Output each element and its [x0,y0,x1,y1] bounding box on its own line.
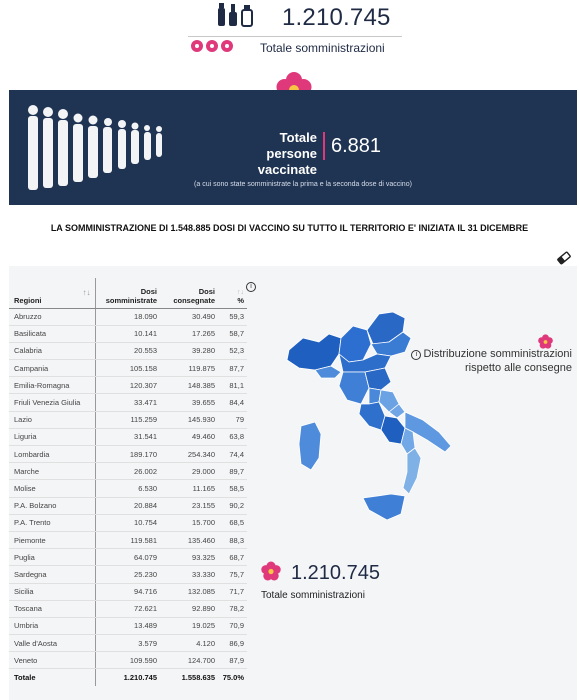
administered-cell: 10.141 [95,325,161,342]
percent-cell: 90,2 [219,497,247,514]
total-delivered-cell: 1.558.635 [161,669,219,686]
percent-cell: 71,7 [219,583,247,600]
table-row [9,308,247,325]
administered-cell: 72.621 [95,600,161,617]
delivered-cell: 29.000 [161,463,219,480]
administered-cell: 25.230 [95,566,161,583]
table-row [9,325,247,342]
region-cell: Valle d'Aosta [9,635,95,652]
percent-cell: 52,3 [219,342,247,359]
map-region-marche [365,368,391,390]
delivered-cell: 23.155 [161,497,219,514]
table-row [9,497,247,514]
percent-cell: 75,7 [219,566,247,583]
administered-cell: 20.884 [95,497,161,514]
delivered-cell: 92.890 [161,600,219,617]
administered-cell: 64.079 [95,549,161,566]
header-region-label: Regioni [14,295,42,305]
table-row [9,394,247,411]
region-cell: Sardegna [9,566,95,583]
percent-cell: 59,3 [219,308,247,325]
table-row [9,480,247,497]
column-header-percent[interactable] [219,278,247,308]
delivered-cell: 15.700 [161,514,219,531]
vaccinated-people-label [209,130,317,178]
delivered-cell: 49.460 [161,428,219,445]
headline: LA SOMMINISTRAZIONE DI 1.548.885 DOSI DI VACCINO SU TUTTO IL TERRITORIO E' INIZIATA IL 31 DICEMBRE [50,223,529,233]
table-row [9,617,247,634]
region-cell: Lazio [9,411,95,428]
region-cell: Abruzzo [9,308,95,325]
total-region-cell: Totale [9,669,95,686]
table-row [9,549,247,566]
region-cell: Lombardia [9,446,95,463]
delivered-cell: 17.265 [161,325,219,342]
administered-cell: 105.158 [95,360,161,377]
delivered-cell: 39.655 [161,394,219,411]
table-row [9,531,247,548]
map-region-north-west [287,334,341,370]
percent-cell: 87,9 [219,652,247,669]
delivered-cell: 148.385 [161,377,219,394]
table-row [9,566,247,583]
table-row [9,411,247,428]
italy-map[interactable] [281,308,461,530]
column-header-region[interactable] [9,278,95,308]
map-region-lazio [359,402,385,430]
region-cell: Emilia-Romagna [9,377,95,394]
administered-cell: 120.307 [95,377,161,394]
delivered-cell: 11.165 [161,480,219,497]
label-line-1: Totale [279,130,317,145]
label-line-2: persone vaccinate [257,146,317,177]
eraser-icon[interactable] [556,250,572,266]
map-region-tuscany [339,372,369,404]
total-administrations-value: 1.210.745 [282,4,391,31]
delivered-cell: 119.875 [161,360,219,377]
total-administrations-label: Totale somministrazioni [260,41,385,55]
table-row [9,652,247,669]
table-body [9,308,247,686]
table-row [9,583,247,600]
bottom-total-value: 1.210.745 [291,562,380,584]
total-percent-cell: 75.0% [219,669,247,686]
region-cell: P.A. Bolzano [9,497,95,514]
map-region-calabria [403,448,421,494]
percent-cell: 79 [219,411,247,428]
table-total-row [9,669,247,686]
administered-cell: 18.090 [95,308,161,325]
table-row [9,360,247,377]
column-header-administered[interactable] [95,278,161,308]
percent-cell: 70,9 [219,617,247,634]
percent-cell: 74,4 [219,446,247,463]
region-cell: Puglia [9,549,95,566]
header-administered-line1: Dosi [140,286,157,296]
accent-separator [323,132,325,160]
sort-icon[interactable]: ↑↓ [82,288,91,297]
vaccinated-people-note: (a cui sono state somministrate la prima e la seconda dose di vaccino) [194,181,412,188]
total-administered-cell: 1.210.745 [95,669,161,686]
administered-cell: 109.590 [95,652,161,669]
administered-cell: 119.581 [95,531,161,548]
percent-cell: 87,7 [219,360,247,377]
percent-cell: 63,8 [219,428,247,445]
delivered-cell: 135.460 [161,531,219,548]
table-row [9,377,247,394]
delivered-cell: 145.930 [161,411,219,428]
map-region-campania [381,416,405,444]
region-cell: Marche [9,463,95,480]
region-cell: P.A. Trento [9,514,95,531]
sort-icon[interactable]: ↑↓ [237,288,244,296]
delivered-cell: 93.325 [161,549,219,566]
delivered-cell: 132.085 [161,583,219,600]
table-row [9,428,247,445]
region-cell: Campania [9,360,95,377]
table-row [9,514,247,531]
region-cell: Toscana [9,600,95,617]
vaccinated-people-value: 6.881 [331,135,382,157]
regions-table [9,278,247,686]
delivered-cell: 19.025 [161,617,219,634]
column-header-delivered[interactable] [161,278,219,308]
flower-icon [261,561,281,581]
info-icon[interactable]: i [246,282,256,292]
region-cell: Veneto [9,652,95,669]
percent-cell: 58,7 [219,325,247,342]
administered-cell: 115.259 [95,411,161,428]
header-percent-label: % [237,295,244,305]
delivered-cell: 124.700 [161,652,219,669]
info-icon[interactable]: i [411,350,421,360]
table-row [9,463,247,480]
region-cell: Piemonte [9,531,95,548]
table-row [9,635,247,652]
percent-cell: 88,3 [219,531,247,548]
administered-cell: 31.541 [95,428,161,445]
delivered-cell: 4.120 [161,635,219,652]
region-cell: Basilicata [9,325,95,342]
administered-cell: 10.754 [95,514,161,531]
map-region-north-center [339,326,371,362]
header-delivered-line1: Dosi [198,286,215,296]
percent-cell: 89,7 [219,463,247,480]
vials-icon [216,2,256,28]
administered-cell: 94.716 [95,583,161,600]
administered-cell: 189.170 [95,446,161,463]
percent-cell: 81,1 [219,377,247,394]
region-cell: Umbria [9,617,95,634]
administered-cell: 20.553 [95,342,161,359]
administered-cell: 26.002 [95,463,161,480]
map-region-sicily [363,494,405,520]
percent-cell: 84,4 [219,394,247,411]
region-cell: Calabria [9,342,95,359]
divider [188,36,402,37]
delivered-cell: 39.280 [161,342,219,359]
crowd-queue-illustration [23,98,173,194]
top-summary [0,0,579,60]
region-cell: Liguria [9,428,95,445]
map-legend-text [392,347,572,375]
table-row [9,446,247,463]
administered-cell: 33.471 [95,394,161,411]
administered-cell: 6.530 [95,480,161,497]
header-administered-line2: somministrate [105,295,157,305]
table-row [9,342,247,359]
map-region-sardinia [299,422,321,470]
percent-cell: 86,9 [219,635,247,652]
data-panel [9,266,577,700]
administered-cell: 13.489 [95,617,161,634]
percent-cell: 78,2 [219,600,247,617]
map-info-line-2: rispetto alle consegne [464,362,572,374]
vaccinated-people-banner [9,90,577,205]
percent-cell: 68,7 [219,549,247,566]
region-cell: Sicilia [9,583,95,600]
flowers-icon [190,39,234,53]
administered-cell: 3.579 [95,635,161,652]
percent-cell: 58,5 [219,480,247,497]
delivered-cell: 33.330 [161,566,219,583]
percent-cell: 68,5 [219,514,247,531]
region-cell: Friuli Venezia Giulia [9,394,95,411]
header-delivered-line2: consegnate [173,295,215,305]
region-cell: Molise [9,480,95,497]
table-row [9,600,247,617]
delivered-cell: 254.340 [161,446,219,463]
delivered-cell: 30.490 [161,308,219,325]
map-info-line-1: Distribuzione somministrazioni [423,348,572,360]
bottom-total-label: Totale somministrazioni [261,590,365,601]
